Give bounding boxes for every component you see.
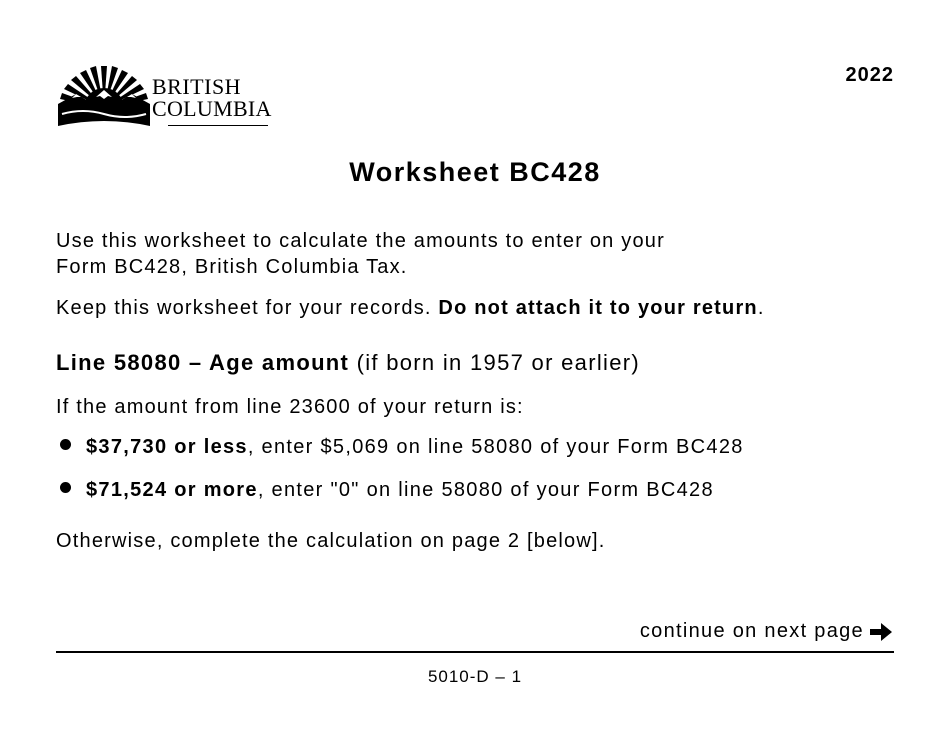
arrow-right-icon <box>868 621 894 643</box>
bc-wordmark-line2: COLUMBIA <box>152 96 272 121</box>
intro-paragraph <box>56 228 665 280</box>
bc-logo <box>56 64 288 128</box>
continue-link[interactable] <box>640 620 894 643</box>
section-heading-qualifier: (if born in 1957 or earlier) <box>349 350 640 375</box>
records-period: . <box>757 297 765 319</box>
tax-year: 2022 <box>845 64 894 86</box>
condition-text: If the amount from line 23600 of your return is: <box>56 396 524 418</box>
bullet-instruction: , enter "0" on line 58080 of your Form BC428 <box>257 479 714 501</box>
form-page-number: 5010-D – 1 <box>427 667 523 686</box>
section-heading-bold: Line 58080 – Age amount <box>56 350 350 375</box>
records-text: Keep this worksheet for your records. <box>56 297 439 319</box>
page-title: Worksheet BC428 <box>349 157 601 187</box>
bc-wordmark-line1: BRITISH <box>152 74 242 99</box>
bullet-icon <box>60 439 71 450</box>
bc-sun-mountain-icon <box>56 64 152 128</box>
bullet-instruction: , enter $5,069 on line 58080 of your Form BC428 <box>247 436 744 458</box>
bc-wordmark <box>152 76 272 120</box>
intro-line-1: Use this worksheet to calculate the amounts to enter on your <box>56 230 665 252</box>
bullet-threshold: $71,524 or more <box>86 479 258 501</box>
logo-underline <box>168 125 268 126</box>
otherwise-text: Otherwise, complete the calculation on page 2 [below]. <box>56 530 606 552</box>
bullet-icon <box>60 482 71 493</box>
bullet-item <box>56 479 714 502</box>
bullet-threshold: $37,730 or less <box>86 436 248 458</box>
records-warning: Do not attach it to your return <box>438 297 758 319</box>
section-heading <box>56 350 640 376</box>
bullet-item <box>56 436 744 459</box>
footer-divider <box>56 651 894 653</box>
continue-label: continue on next page <box>639 620 864 642</box>
intro-line-2: Form BC428, British Columbia Tax. <box>56 256 408 278</box>
records-paragraph <box>56 295 765 321</box>
